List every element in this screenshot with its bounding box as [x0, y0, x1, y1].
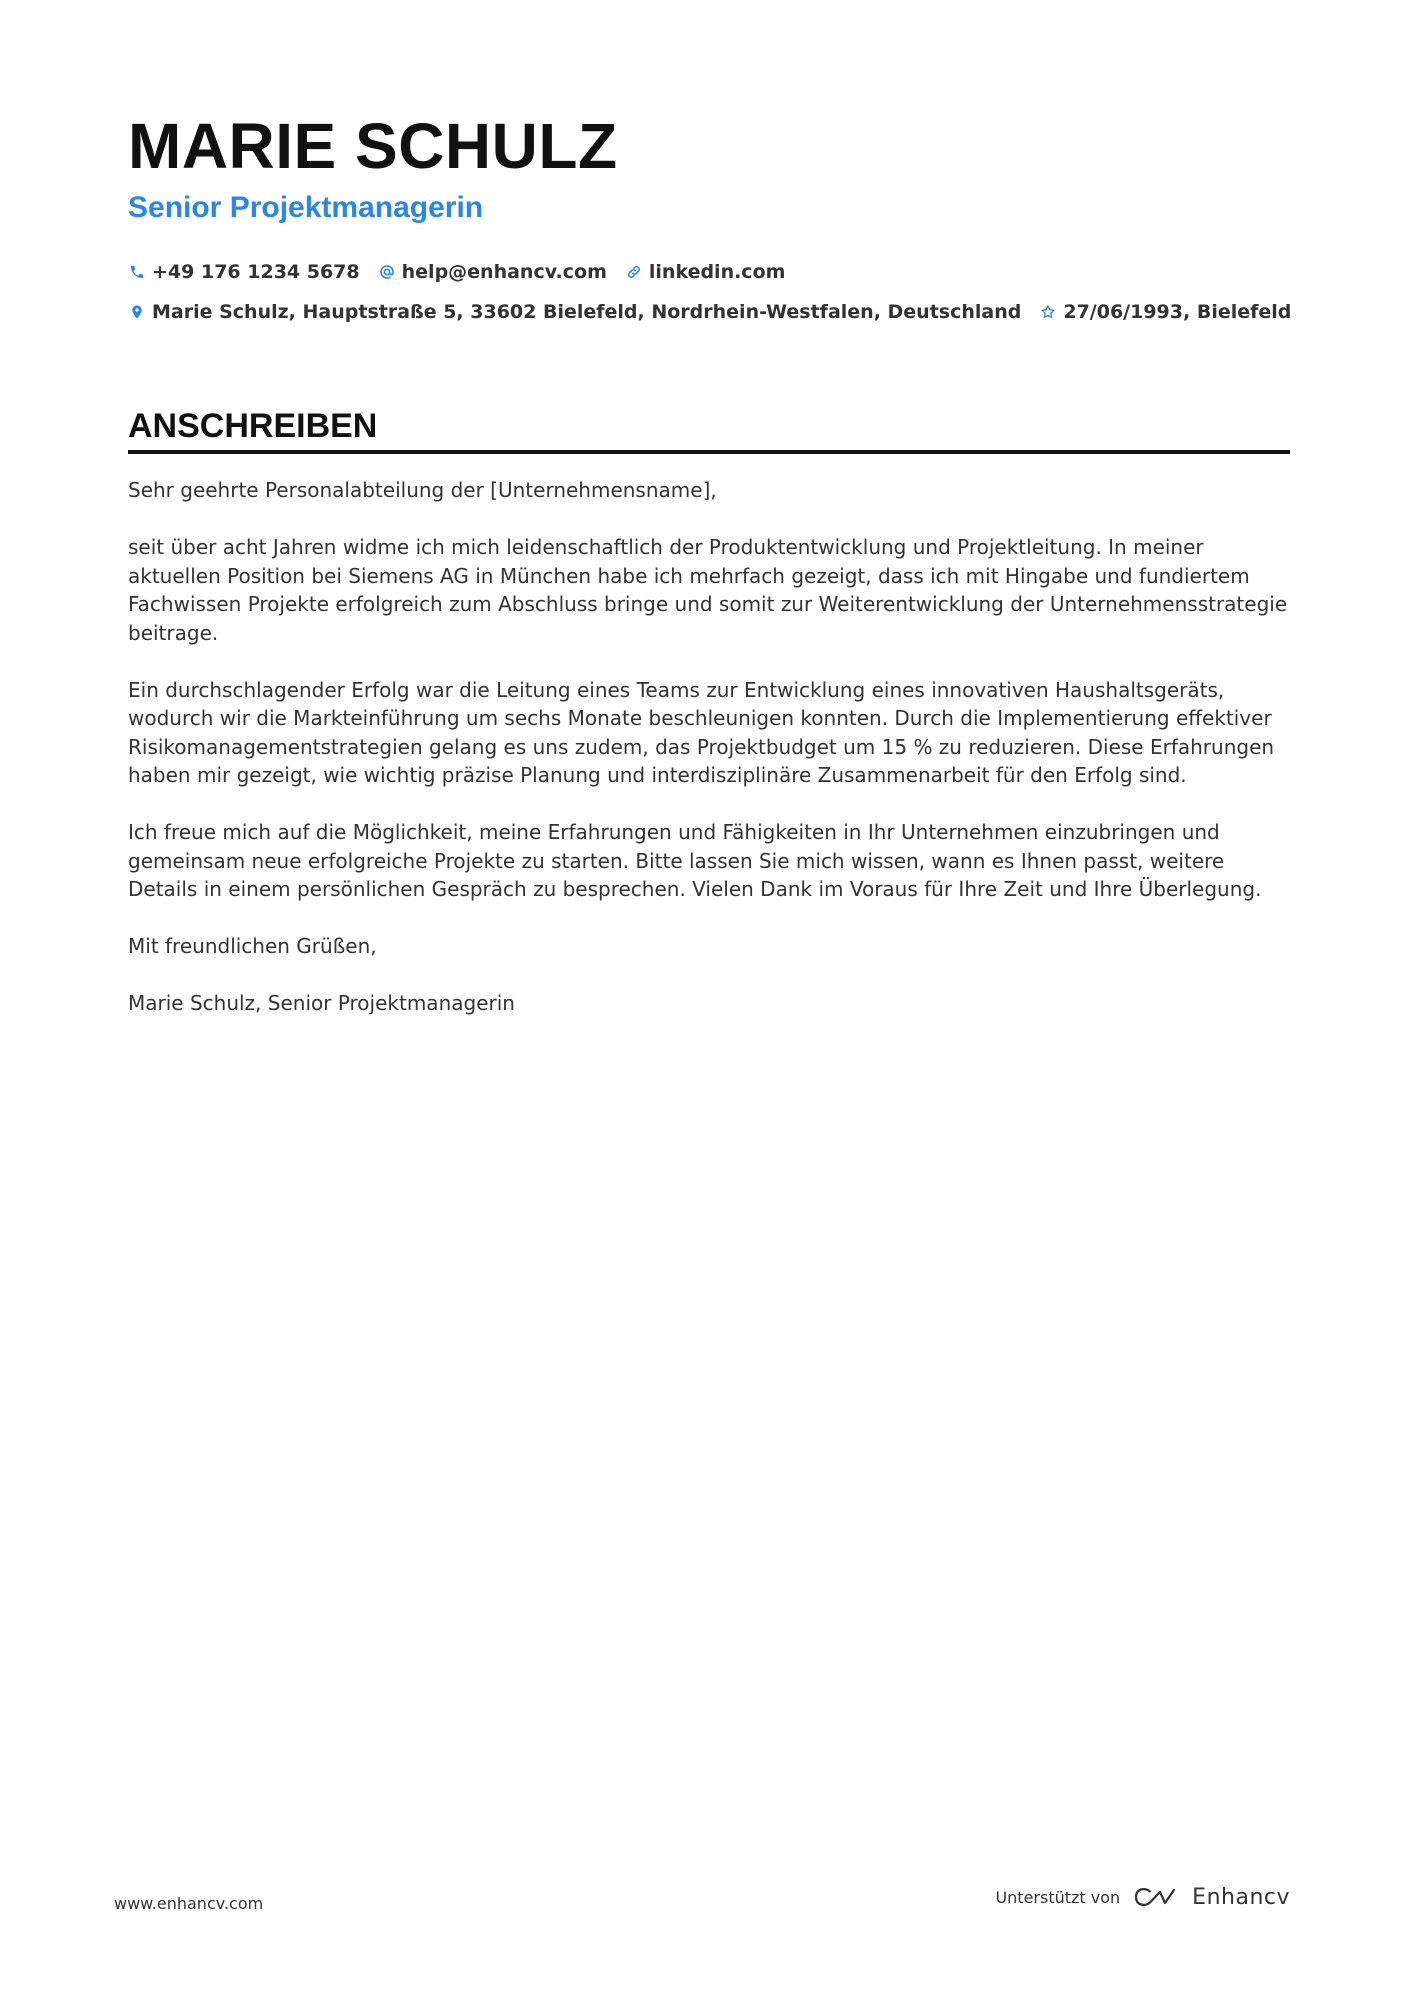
contact-address [128, 301, 1021, 323]
contact-row-2 [128, 292, 1292, 332]
salutation: Sehr geehrte Personalabteilung der [Unternehmensname], [128, 478, 717, 502]
contact-birth [1039, 301, 1291, 323]
letter-paragraph: Ich freue mich auf die Möglichkeit, meine Erfahrungen und Fähigkeiten in Ihr Unternehmen einzubringen und gemeinsam neue erfolgreiche Projekte zu starten. Bitte lassen Sie mich wissen, wann es Ihnen passt, weitere Details in einem persönlichen Gespräch zu besprechen. Vielen Dank im Voraus für Ihre Zeit und Ihre Überlegung. [128, 820, 1262, 901]
enhancv-logo-icon [1132, 1884, 1178, 1910]
letter-body [128, 476, 1290, 1018]
header [128, 108, 1292, 332]
phone-icon [128, 263, 146, 281]
contact-row-1 [128, 252, 1288, 292]
linkedin-text[interactable]: linkedin.com [648, 261, 786, 283]
powered-by-text: Unterstützt von [995, 1887, 1121, 1907]
closing: Mit freundlichen Grüßen, [128, 934, 377, 958]
location-pin-icon [128, 303, 146, 321]
address-text: Marie Schulz, Hauptstraße 5, 33602 Bielefeld, Nordrhein-Westfalen, Deutschland [152, 301, 1022, 323]
job-title: Senior Projektmanagerin [128, 191, 484, 224]
contact-email[interactable] [378, 261, 607, 283]
letter-paragraph: Ein durchschlagender Erfolg war die Leitung eines Teams zur Entwicklung eines innovativen Haushaltsgeräts, wodurch wir die Markteinführung um sechs Monate beschleunigen konnten. Durch die Implementierung effektiver Risikomanagementstrategien gelang es uns zudem, das Projektbudget um 15 % zu reduzieren. Diese Erfahrungen haben mir gezeigt, wie wichtig präzise Planung und interdisziplinäre Zusammenarbeit für den Erfolg sind. [128, 677, 1275, 787]
star-icon [1039, 303, 1057, 321]
link-icon [625, 263, 643, 281]
birth-text: 27/06/1993, Bielefeld [1063, 301, 1292, 323]
contact-info [128, 252, 1292, 332]
cover-letter-section [128, 404, 1290, 1046]
email-text[interactable]: help@enhancv.com [401, 261, 607, 283]
phone-text: +49 176 1234 5678 [152, 261, 360, 283]
signature: Marie Schulz, Senior Projektmanagerin [128, 991, 515, 1015]
section-divider [128, 450, 1290, 454]
at-icon [378, 263, 396, 281]
contact-phone [128, 261, 360, 283]
section-title: ANSCHREIBEN [128, 407, 378, 445]
footer-branding [995, 1884, 1290, 1910]
letter-paragraph: seit über acht Jahren widme ich mich leidenschaftlich der Produktentwicklung und Projektleitung. In meiner aktuellen Position bei Siemens AG in München habe ich mehrfach gezeigt, dass ich mit Hingabe und fundiertem Fachwissen Projekte erfolgreich zum Abschluss bringe und somit zur Weiterentwicklung der Unternehmensstrategie beitrage. [128, 535, 1288, 645]
brand-name: Enhancv [1192, 1884, 1290, 1910]
applicant-name: MARIE SCHULZ [128, 110, 618, 182]
contact-linkedin[interactable] [625, 261, 786, 283]
footer-website[interactable]: www.enhancv.com [114, 1894, 264, 1913]
